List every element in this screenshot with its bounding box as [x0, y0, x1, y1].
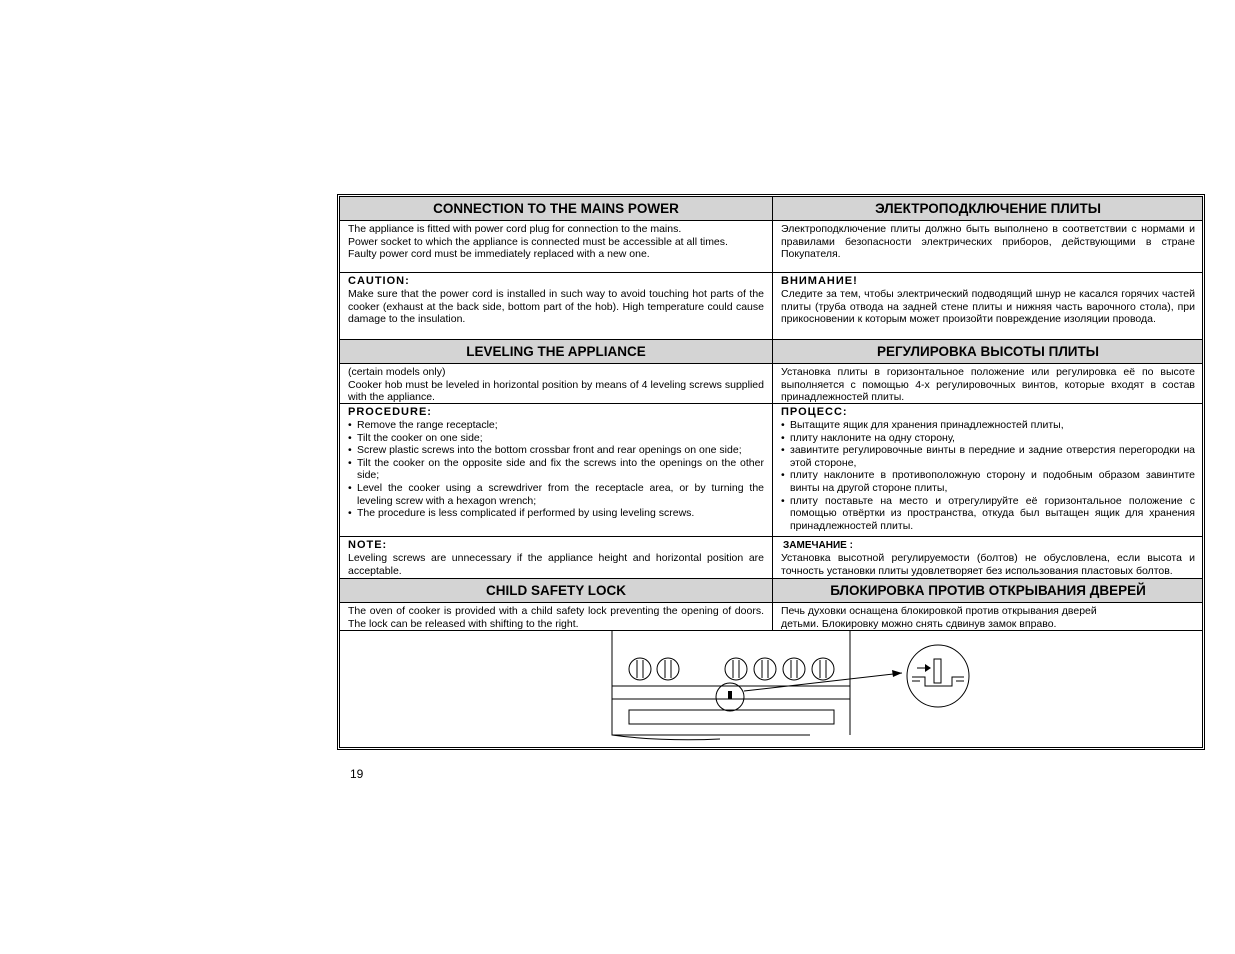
list-item: • завинтите регулировочные винты в передние и задние отверстия перегородки на этой стороне, — [781, 444, 1195, 469]
knob-icon — [812, 658, 834, 680]
note-ru — [773, 537, 1203, 579]
note-text: Leveling screws are unnecessary if the appliance height and horizontal position are acceptable. — [348, 552, 764, 577]
page-number: 19 — [350, 767, 364, 781]
magnified-lock-icon — [907, 645, 969, 707]
mains-caution-ru — [773, 273, 1203, 340]
child-lock-body-ru — [773, 603, 1203, 631]
child-lock-body-ru-line: детьми. Блокировку можно снять сдвинув замок вправо. — [781, 617, 1057, 630]
cooker-body-outline — [612, 631, 850, 740]
door-handle-icon — [629, 710, 834, 724]
manual-table — [337, 194, 1205, 750]
note-text-ru: Установка высотной регулируемости (болтов) не обусловлена, если высота и точность установки плиты удовлетворяет без использования пластовых болтов. — [781, 552, 1195, 577]
knob-icon — [754, 658, 776, 680]
mains-body-en — [340, 221, 773, 273]
list-item: • Tilt the cooker on the opposite side and fix the screws into the openings on the other side; — [348, 457, 764, 482]
child-lock-title-ru: БЛОКИРОВКА ПРОТИВ ОТКРЫВАНИЯ ДВЕРЕЙ — [773, 579, 1203, 603]
procedure-list-en — [348, 419, 764, 520]
list-item: • Screw plastic screws into the bottom crossbar front and rear openings on one side; — [348, 444, 764, 457]
mains-body-en-line: Faulty power cord must be immediately replaced with a new one. — [348, 248, 650, 261]
knobs-group — [629, 658, 834, 680]
slide-right-arrow-icon — [925, 664, 931, 672]
mains-title-ru: ЭЛЕКТРОПОДКЛЮЧЕНИЕ ПЛИТЫ — [773, 197, 1203, 221]
note-en — [340, 537, 773, 579]
note-label-ru: ЗАМЕЧАНИЕ : — [783, 540, 853, 551]
list-item: • The procedure is less complicated if performed by using leveling screws. — [348, 507, 764, 520]
caution-label: CAUTION: — [348, 275, 410, 287]
knob-icon — [657, 658, 679, 680]
leveling-intro-line: (certain models only) — [348, 366, 446, 378]
child-lock-body-en: The oven of cooker is provided with a child safety lock preventing the opening of doors. The lock can be released with shifting to the right. — [340, 603, 773, 631]
leveling-intro-line: Cooker hob must be leveled in horizontal position by means of 4 leveling screws supplied with the appliance. — [348, 378, 764, 404]
list-item: • плиту поставьте на место и отрегулируйте её горизонтальное положение с помощью отвёртки из пространства, откуда был вытащен ящик для хранения принадлежностей плиты. — [781, 495, 1195, 533]
list-item: • Remove the range receptacle; — [348, 419, 764, 432]
caution-text-ru: Следите за тем, чтобы электрический подводящий шнур не касался горячих частей плиты (труба отвода на задней стене плиты и нижняя часть варочного стола), при прикосновении к которым может произойти повреждение изоляции провода. — [781, 288, 1195, 326]
list-item: • плиту наклоните на одну сторону, — [781, 432, 1195, 445]
leveling-intro-en — [340, 364, 773, 404]
mains-body-ru: Электроподключение плиты должно быть выполнено в соответствии с нормами и правилами безопасности электрических приборов, действующими в стране Покупателя. — [773, 221, 1203, 273]
mains-body-en-line: Power socket to which the appliance is connected must be accessible at all times. — [348, 235, 728, 248]
leveling-title-en: LEVELING THE APPLIANCE — [340, 340, 773, 364]
mains-caution-en — [340, 273, 773, 340]
note-label: NOTE: — [348, 539, 388, 551]
child-lock-title-en: CHILD SAFETY LOCK — [340, 579, 773, 603]
knob-icon — [783, 658, 805, 680]
knob-icon — [725, 658, 747, 680]
procedure-label: PROCEDURE: — [348, 406, 432, 418]
procedure-ru — [773, 404, 1203, 537]
list-item: • плиту наклоните в противоположную сторону и подобным образом завинтите винты на другой стороне плиты, — [781, 469, 1195, 494]
knob-icon — [629, 658, 651, 680]
cooker-child-lock-diagram-icon — [340, 631, 1204, 747]
list-item: • Tilt the cooker on one side; — [348, 432, 764, 445]
procedure-list-ru — [781, 419, 1195, 532]
child-lock-body-ru-line: Печь духовки оснащена блокировкой против открывания дверей — [781, 605, 1097, 617]
arrow-head-icon — [892, 670, 902, 677]
lock-icon — [728, 691, 732, 699]
list-item: • Level the cooker using a screwdriver from the receptacle area, or by turning the leveling screw with a hexagon wrench; — [348, 482, 764, 507]
list-item: • Вытащите ящик для хранения принадлежностей плиты, — [781, 419, 1195, 432]
leveling-intro-ru: Установка плиты в горизонтальное положение или регулировка её по высоте выполняется с помощью 4-х регулировочных винтов, которые входят в состав принадлежностей плиты. — [773, 364, 1203, 404]
caution-text: Make sure that the power cord is installed in such way to avoid touching hot parts of the cooker (exhaust at the back side, bottom part of the hob). High temperature could cause damage to the insulation. — [348, 288, 764, 326]
mains-title-en: CONNECTION TO THE MAINS POWER — [340, 197, 773, 221]
mains-body-en-line: The appliance is fitted with power cord plug for connection to the mains. — [348, 223, 682, 235]
procedure-en — [340, 404, 773, 537]
leveling-title-ru: РЕГУЛИРОВКА ВЫСОТЫ ПЛИТЫ — [773, 340, 1203, 364]
caution-label-ru: ВНИМАНИЕ! — [781, 275, 858, 287]
figure-cell — [340, 631, 1204, 747]
procedure-label-ru: ПРОЦЕСС: — [781, 406, 848, 418]
